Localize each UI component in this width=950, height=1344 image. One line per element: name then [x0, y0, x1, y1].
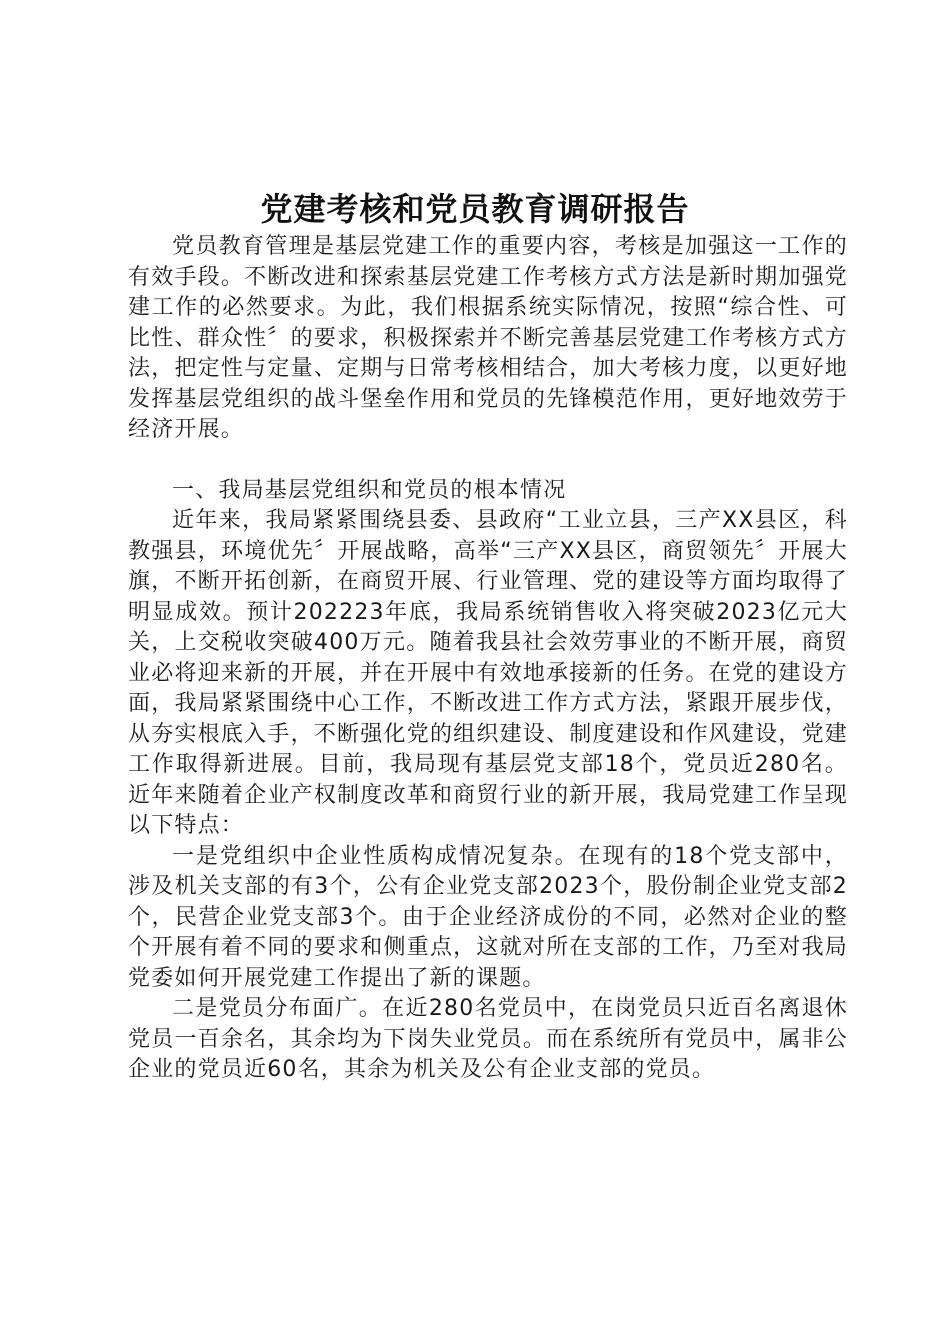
section-heading: 一、我局基层党组织和党员的根本情况	[172, 477, 567, 503]
section-paragraph-2: 一是党组织中企业性质构成情况复杂。在现有的18个党支部中，涉及机关支部的有3个，公有企业党支部2023个，股份制企业党支部2个，民营企业党支部3个。由于企业经济成份的不同，必然对企业的整个开展有着不同的要求和侧重点，这就对所在支部的工作，乃至对我局党委如何开展党建工作提出了新的课题。	[128, 843, 848, 991]
section-paragraph-3: 二是党员分布面广。在近280名党员中，在岗党员只近百名离退休党员一百余名，其余均为下岗失业党员。而在系统所有党员中，属非公企业的党员近60名，其余为机关及公有企业支部的党员。	[128, 996, 848, 1082]
section-paragraph-1: 近年来，我局紧紧围绕县委、县政府“工业立县，三产XX县区，科教强县，环境优先〞开展战略，高举“三产XX县区，商贸领先〞开展大旗，不断开拓创新，在商贸开展、行业管理、党的建设等方面均取得了明显成效。预计202223年底，我局系统销售收入将突破2023亿元大关，上交税收突破400万元。随着我县社会效劳事业的不断开展，商贸业必将迎来新的开展，并在开展中有效地承接新的任务。在党的建设方面，我局紧紧围绕中心工作，不断改进工作方式方法，紧跟开展步伐，从夯实根底入手，不断强化党的组织建设、制度建设和作风建设，党建工作取得新进展。目前，我局现有基层党支部18个，党员近280名。近年来随着企业产权制度改革和商贸行业的新开展，我局党建工作呈现以下特点：	[128, 508, 848, 838]
paragraph-spacer	[128, 446, 848, 476]
document-body	[128, 232, 848, 1086]
document-title: 党建考核和党员教育调研报告	[260, 190, 690, 228]
intro-paragraph: 党员教育管理是基层党建工作的重要内容，考核是加强这一工作的有效手段。不断改进和探索基层党建工作考核方式方法是新时期加强党建工作的必然要求。为此，我们根据系统实际情况，按照“综合性、可比性、群众性〞的要求，积极探索并不断完善基层党建工作考核方式方法，把定性与定量、定期与日常考核相结合，加大考核力度，以更好地发挥基层党组织的战斗堡垒作用和党员的先锋模范作用，更好地效劳于经济开展。	[128, 234, 848, 442]
